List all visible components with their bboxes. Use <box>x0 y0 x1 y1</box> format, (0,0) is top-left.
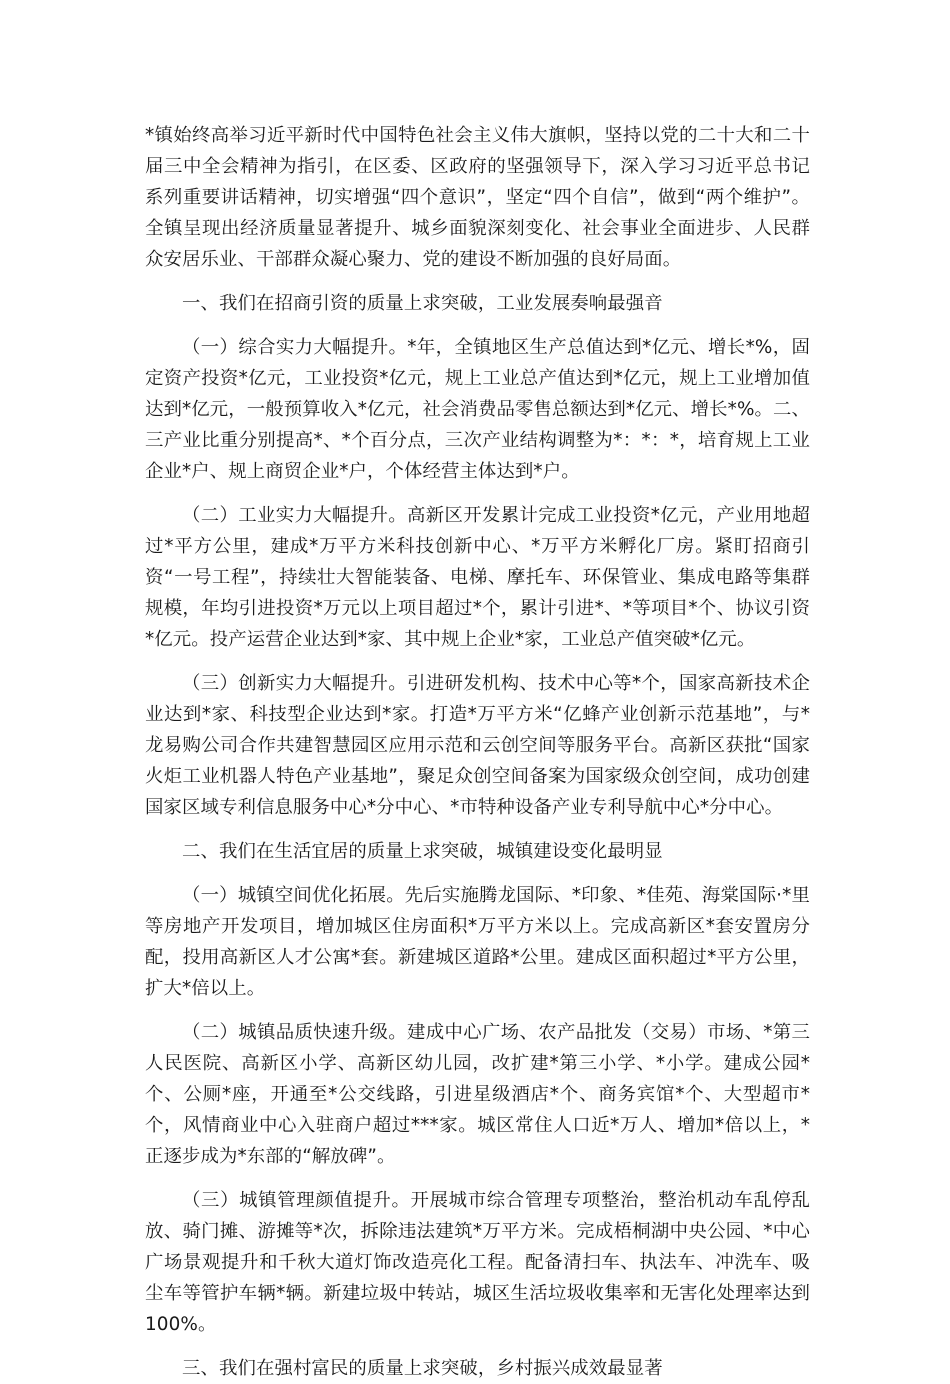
body-paragraph: （一）综合实力大幅提升。*年，全镇地区生产总值达到*亿元、增长*%，固定资产投资*亿元，工业投资*亿元，规上工业总产值达到*亿元，规上工业增加值达到*亿元，一般预算收入*亿元，社会消费品零售总额达到*亿元、增长*%。二、三产业比重分别提高*、*个百分点，三次产业结构调整为*：*：*，培育规上工业企业*户、规上商贸企业*户，个体经营主体达到*户。 <box>145 337 810 482</box>
body-paragraph: （三）创新实力大幅提升。引进研发机构、技术中心等*个，国家高新技术企业达到*家、科技型企业达到*家。打造*万平方米“亿蜂产业创新示范基地”，与*龙易购公司合作共建智慧园区应用示范和云创空间等服务平台。高新区获批“国家火炬工业机器人特色产业基地”，聚足众创空间备案为国家级众创空间，成功创建国家区域专利信息服务中心*分中心、*市特种设备产业专利导航中心*分中心。 <box>145 673 810 818</box>
document-page <box>145 120 810 1384</box>
body-paragraph: （一）城镇空间优化拓展。先后实施腾龙国际、*印象、*佳苑、海棠国际·*里等房地产开发项目，增加城区住房面积*万平方米以上。完成高新区*套安置房分配，投用高新区人才公寓*套。新建城区道路*公里。建成区面积超过*平方公里，扩大*倍以上。 <box>145 885 810 999</box>
section-heading-2: 二、我们在生活宜居的质量上求突破，城镇建设变化最明显 <box>182 841 663 862</box>
body-paragraph: （二）城镇品质快速升级。建成中心广场、农产品批发（交易）市场、*第三人民医院、高新区小学、高新区幼儿园，改扩建*第三小学、*小学。建成公园*个、公厕*座，开通至*公交线路，引进星级酒店*个、商务宾馆*个、大型超市*个，风情商业中心入驻商户超过***家。城区常住人口近*万人、增加*倍以上，*正逐步成为*东部的“解放碑”。 <box>145 1022 810 1167</box>
section-heading-1: 一、我们在招商引资的质量上求突破，工业发展奏响最强音 <box>182 293 663 314</box>
body-paragraph: （三）城镇管理颜值提升。开展城市综合管理专项整治，整治机动车乱停乱放、骑门摊、游摊等*次，拆除违法建筑*万平方米。完成梧桐湖中央公园、*中心广场景观提升和千秋大道灯饰改造亮化工程。配备清扫车、执法车、冲洗车、吸尘车等管护车辆*辆。新建垃圾中转站，城区生活垃圾收集率和无害化处理率达到 100%。 <box>145 1190 810 1335</box>
intro-paragraph: *镇始终高举习近平新时代中国特色社会主义伟大旗帜，坚持以党的二十大和二十届三中全会精神为指引，在区委、区政府的坚强领导下，深入学习习近平总书记系列重要讲话精神，切实增强“四个意识”，坚定“四个自信”，做到“两个维护”。全镇呈现出经济质量显著提升、城乡面貌深刻变化、社会事业全面进步、人民群众安居乐业、干部群众凝心聚力、党的建设不断加强的良好局面。 <box>145 125 810 270</box>
body-paragraph: （二）工业实力大幅提升。高新区开发累计完成工业投资*亿元，产业用地超过*平方公里，建成*万平方米科技创新中心、*万平方米孵化厂房。紧盯招商引资“一号工程”，持续壮大智能装备、电梯、摩托车、环保管业、集成电路等集群规模，年均引进投资*万元以上项目超过*个，累计引进*、*等项目*个、协议引资*亿元。投产运营企业达到*家、其中规上企业*家，工业总产值突破*亿元。 <box>145 505 810 650</box>
section-heading-3: 三、我们在强村富民的质量上求突破，乡村振兴成效最显著 <box>182 1358 663 1379</box>
